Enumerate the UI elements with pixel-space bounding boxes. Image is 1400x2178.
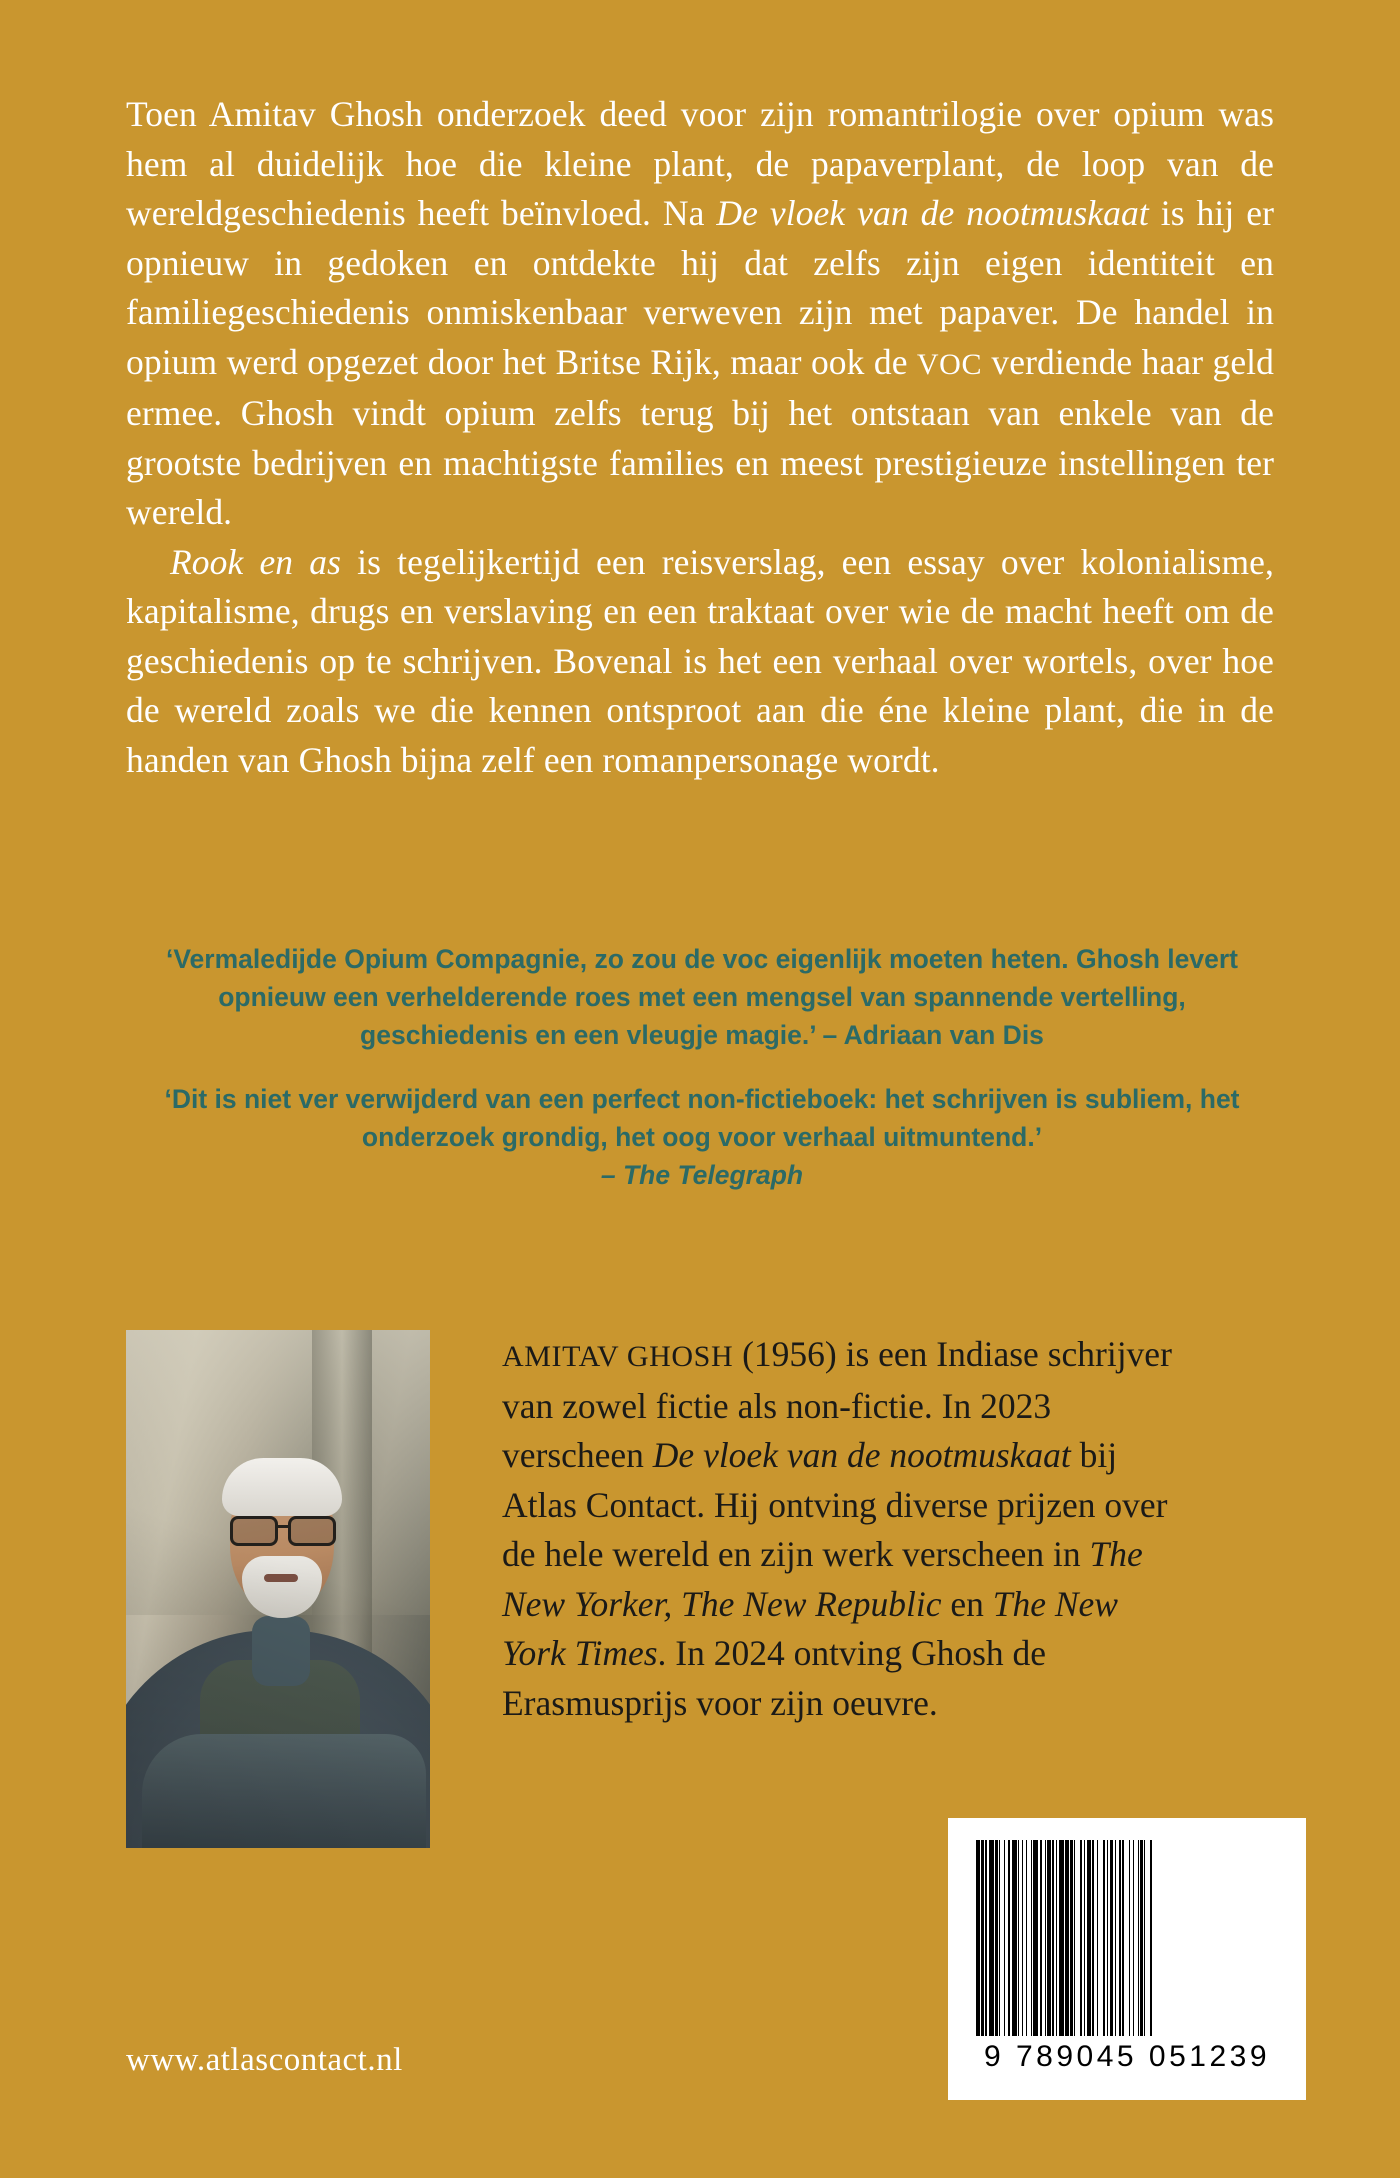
- barcode-bars: [976, 1840, 1278, 2036]
- blurb-text: [126, 90, 1274, 785]
- portrait-vignette: [126, 1330, 430, 1848]
- barcode: [948, 1818, 1306, 2100]
- blurb-paragraph-2: Rook en as is tegelijkertijd een reisverslag, een essay over kolonialisme, kapitalisme, drugs en verslaving en een traktaat over wie de macht heeft om de geschiedenis op te schrijven. Bovenal is het een verhaal over wortels, over hoe de wereld zoals we die kennen ontsproot aan die éne kleine plant, die in de handen van Ghosh bijna zelf een romanpersonage wordt.: [126, 541, 1275, 780]
- author-portrait: [126, 1330, 430, 1848]
- review-quotes: [132, 940, 1272, 1220]
- blurb-paragraph-1: Toen Amitav Ghosh onderzoek deed voor zijn romantrilogie over opium was hem al duidelijk hoe die kleine plant, de papaverplant, de loop van de wereldgeschiedenis heeft beïnvloed. Na De vloek van de nootmuskaat is hij er opnieuw in gedoken en ontdekte hij dat zelfs zijn eigen identiteit en familiegeschiedenis onmiskenbaar verweven zijn met papaver. De handel in opium werd opgezet door het Britse Rijk, maar ook de VOC verdiende haar geld ermee. Ghosh vindt opium zelfs terug bij het ontstaan van enkele van de grootste bedrijven en machtigste families en meest prestigieuze instellingen ter wereld.: [126, 94, 1274, 532]
- review-quote: ‘Vermaledijde Opium Compagnie, zo zou de voc eigenlijk moeten heten. Ghosh levert opnieuw een verhelderende roes met een mengsel van spannende vertelling, geschiedenis en een vleugje magie.’ – Adriaan van Dis: [165, 944, 1238, 1050]
- author-bio-paragraph: AMITAV GHOSH (1956) is een Indiase schrijver van zowel fictie als non-fictie. In 2023 verscheen De vloek van de nootmuskaat bij Atlas Contact. Hij ontving diverse prijzen over de hele wereld en zijn werk verscheen in The New Yorker, The New Republic en The New York Times. In 2024 ontving Ghosh de Erasmusprijs voor zijn oeuvre.: [502, 1334, 1172, 1723]
- author-bio-text: [502, 1330, 1182, 1728]
- publisher-website[interactable]: www.atlascontact.nl: [126, 2042, 403, 2078]
- barcode-bar: [1150, 1840, 1151, 2036]
- barcode-number: 9 789045 051239: [983, 2040, 1271, 2073]
- review-quote: ‘Dit is niet ver verwijderd van een perfect non-fictieboek: het schrijven is subliem, het onderzoek grondig, het oog voor verhaal uitmuntend.’ – The Telegraph: [164, 1084, 1240, 1190]
